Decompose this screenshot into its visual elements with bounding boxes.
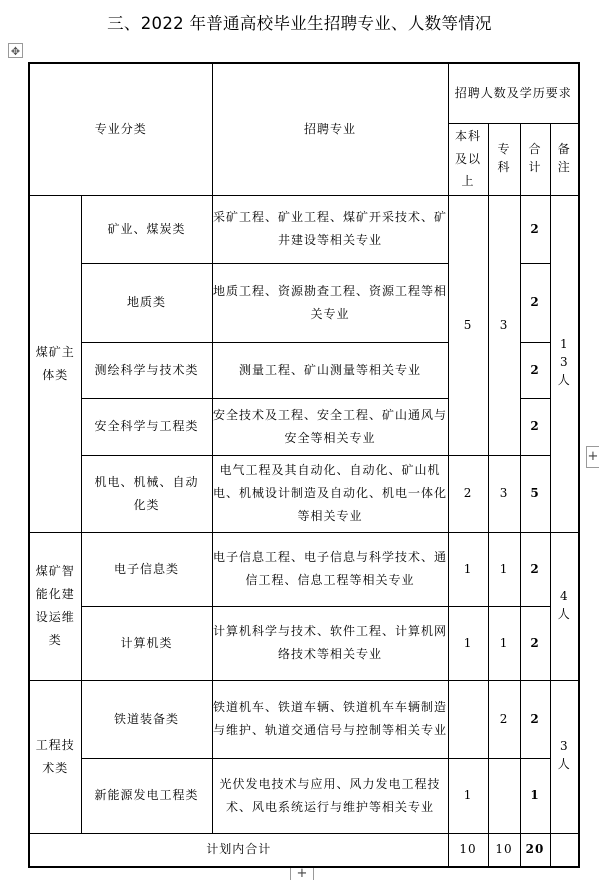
header-total: 合计 xyxy=(520,123,550,195)
row-bachelor xyxy=(448,680,488,758)
row-category: 矿业、煤炭类 xyxy=(81,195,212,263)
row-category: 地质类 xyxy=(81,263,212,342)
footer-remark xyxy=(550,833,579,867)
header-remarks: 备注 xyxy=(550,123,579,195)
footer-bachelor: 10 xyxy=(448,833,488,867)
row-bachelor: 5 xyxy=(448,195,488,455)
header-category: 专业分类 xyxy=(29,63,212,195)
row-category: 铁道装备类 xyxy=(81,680,212,758)
row-college: 1 xyxy=(488,606,520,680)
header-major: 招聘专业 xyxy=(212,63,448,195)
recruitment-table xyxy=(28,62,580,868)
row-college: 1 xyxy=(488,532,520,606)
row-total: 2 xyxy=(520,195,550,263)
row-total: 1 xyxy=(520,758,550,833)
group-name: 煤矿智能化建设运维类 xyxy=(29,532,81,680)
row-bachelor: 2 xyxy=(448,455,488,532)
row-major: 安全技术及工程、安全工程、矿山通风与安全等相关专业 xyxy=(212,398,448,455)
row-college: 2 xyxy=(488,680,520,758)
row-major: 测量工程、矿山测量等相关专业 xyxy=(212,342,448,398)
row-category: 机电、机械、自动化类 xyxy=(81,455,212,532)
footer-total: 20 xyxy=(520,833,550,867)
row-category: 测绘科学与技术类 xyxy=(81,342,212,398)
group-remark: 13 人 xyxy=(550,195,579,532)
footer-label: 计划内合计 xyxy=(29,833,448,867)
row-total: 2 xyxy=(520,263,550,342)
table-row xyxy=(29,680,579,758)
row-category: 新能源发电工程类 xyxy=(81,758,212,833)
table-move-handle-icon[interactable]: ✥ xyxy=(8,43,23,58)
header-bachelor: 本科及以上 xyxy=(448,123,488,195)
row-college: 3 xyxy=(488,195,520,455)
row-bachelor: 1 xyxy=(448,606,488,680)
row-major: 地质工程、资源勘查工程、资源工程等相关专业 xyxy=(212,263,448,342)
row-category: 安全科学与工程类 xyxy=(81,398,212,455)
row-bachelor: 1 xyxy=(448,758,488,833)
add-row-button[interactable]: + xyxy=(290,866,314,880)
table-footer-row xyxy=(29,833,579,867)
row-major: 电气工程及其自动化、自动化、矿山机电、机械设计制造及自动化、机电一体化等相关专业 xyxy=(212,455,448,532)
row-total: 2 xyxy=(520,532,550,606)
table-row xyxy=(29,758,579,833)
page-title: 三、2022 年普通高校毕业生招聘专业、人数等情况 xyxy=(107,14,492,33)
row-category: 计算机类 xyxy=(81,606,212,680)
header-count-group: 招聘人数及学历要求 xyxy=(448,63,579,123)
row-total: 2 xyxy=(520,398,550,455)
row-major: 采矿工程、矿业工程、煤矿开采技术、矿井建设等相关专业 xyxy=(212,195,448,263)
row-college xyxy=(488,758,520,833)
group-remark: 3 人 xyxy=(550,680,579,833)
group-name: 工程技术类 xyxy=(29,680,81,833)
row-major: 电子信息工程、电子信息与科学技术、通信工程、信息工程等相关专业 xyxy=(212,532,448,606)
row-major: 铁道机车、铁道车辆、铁道机车车辆制造与维护、轨道交通信号与控制等相关专业 xyxy=(212,680,448,758)
row-total: 2 xyxy=(520,342,550,398)
row-total: 2 xyxy=(520,606,550,680)
row-major: 计算机科学与技术、软件工程、计算机网络技术等相关专业 xyxy=(212,606,448,680)
row-bachelor: 1 xyxy=(448,532,488,606)
row-total: 5 xyxy=(520,455,550,532)
add-column-button[interactable]: + xyxy=(586,446,599,468)
footer-college: 10 xyxy=(488,833,520,867)
table-row xyxy=(29,455,579,532)
group-name: 煤矿主体类 xyxy=(29,195,81,532)
row-total: 2 xyxy=(520,680,550,758)
row-college: 3 xyxy=(488,455,520,532)
header-college: 专科 xyxy=(488,123,520,195)
row-category: 电子信息类 xyxy=(81,532,212,606)
table-row xyxy=(29,195,579,263)
row-major: 光伏发电技术与应用、风力发电工程技术、风电系统运行与维护等相关专业 xyxy=(212,758,448,833)
group-remark: 4 人 xyxy=(550,532,579,680)
table-row xyxy=(29,606,579,680)
table-row xyxy=(29,532,579,606)
